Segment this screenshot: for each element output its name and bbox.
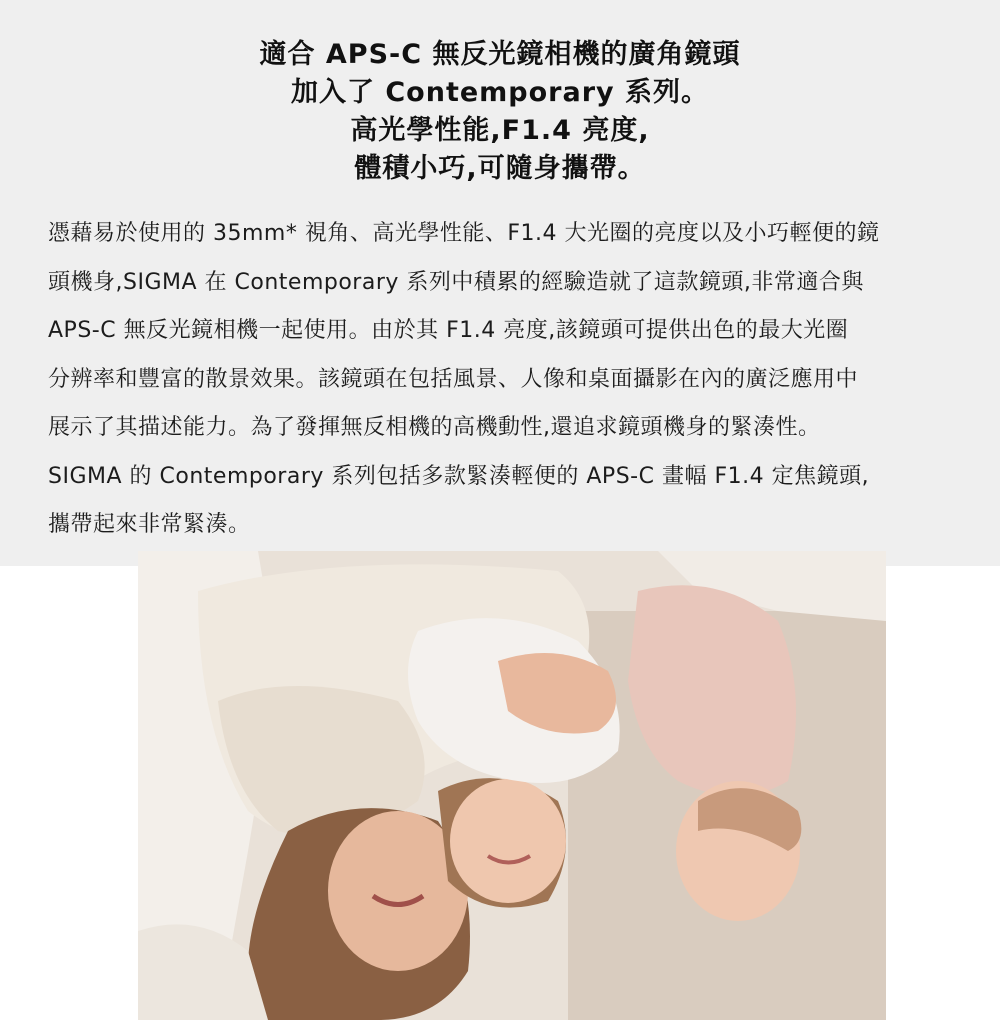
headline-line-1: 適合 APS-C 無反光鏡相機的廣角鏡頭	[259, 39, 741, 70]
headline-line-2: 加入了 Contemporary 系列。	[290, 77, 710, 108]
description-paragraph	[48, 210, 978, 550]
body-line-5: 展示了其描述能力。為了發揮無反相機的高機動性,還追求鏡頭機身的緊湊性。	[48, 415, 821, 440]
family-photo-illustration	[138, 551, 886, 1020]
body-line-1: 憑藉易於使用的 35mm* 視角、高光學性能、F1.4 大光圈的亮度以及小巧輕便的鏡	[48, 221, 880, 246]
body-line-4: 分辨率和豐富的散景效果。該鏡頭在包括風景、人像和桌面攝影在內的廣泛應用中	[48, 366, 859, 392]
body-line-3: APS-C 無反光鏡相機一起使用。由於其 F1.4 亮度,該鏡頭可提供出色的最大光圈	[48, 318, 849, 343]
headline-line-3: 高光學性能,F1.4 亮度,	[350, 115, 650, 146]
body-line-2: 頭機身,SIGMA 在 Contemporary 系列中積累的經驗造就了這款鏡頭,非常適合與	[48, 269, 864, 295]
headline-line-4: 體積小巧,可隨身攜帶。	[354, 153, 646, 184]
family-photo	[138, 551, 886, 1020]
body-line-6: SIGMA 的 Contemporary 系列包括多款緊湊輕便的 APS-C 畫幅 F1.4 定焦鏡頭,	[48, 463, 870, 489]
headline	[0, 36, 1000, 188]
body-line-7: 攜帶起來非常緊湊。	[48, 512, 251, 537]
